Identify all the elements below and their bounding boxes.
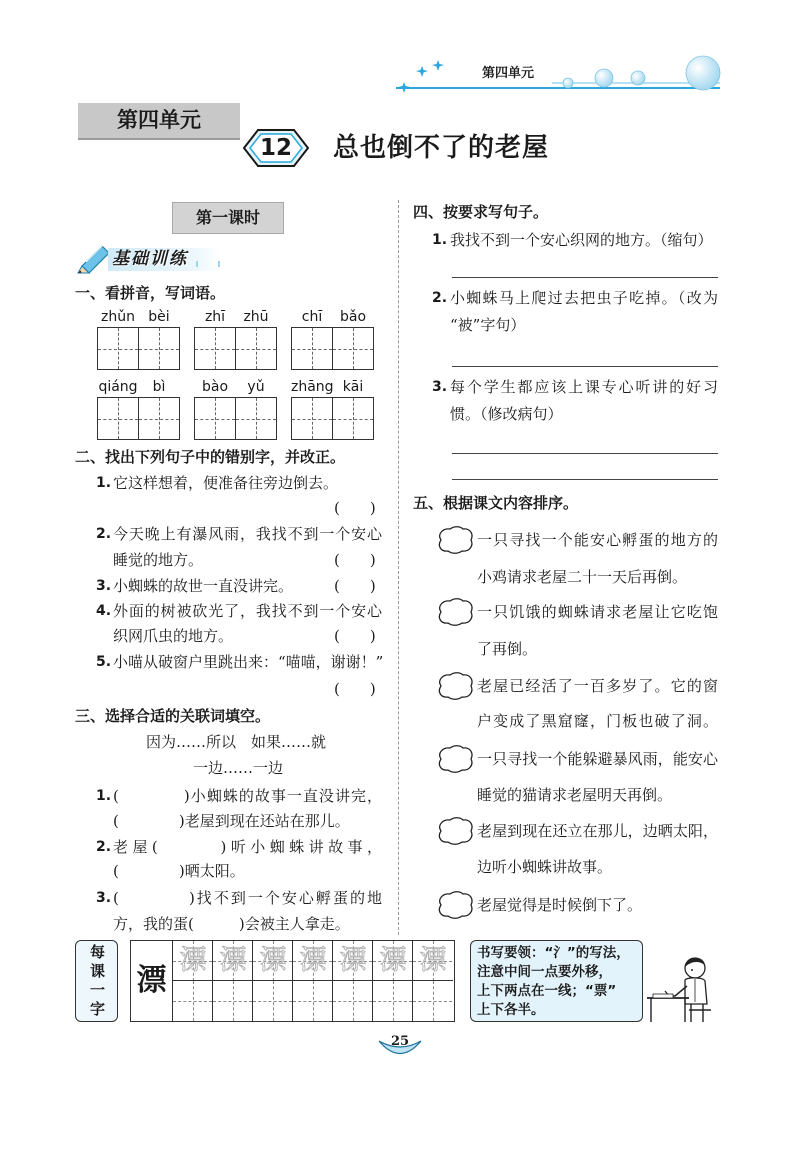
- model-character: 漂: [131, 941, 173, 1020]
- item-number: 5.: [96, 654, 112, 670]
- q5-item-text: 一只寻找一个能安心孵蛋的地方的: [477, 531, 718, 549]
- q5-item-text: 边听小蜘蛛讲故事。: [477, 858, 613, 876]
- header-unit-label: 第四单元: [482, 66, 535, 81]
- q2-item-text: 睡觉的地方。: [113, 551, 204, 569]
- practice-cell[interactable]: [172, 941, 212, 981]
- q2-item-text: 小蜘蛛的故世一直没讲完。: [113, 577, 294, 595]
- writing-grid[interactable]: [194, 397, 277, 440]
- page-number: 25: [390, 1034, 410, 1049]
- answer-line[interactable]: [452, 479, 718, 480]
- practice-cell[interactable]: [412, 981, 452, 1021]
- section-banner: 基础训练: [112, 249, 188, 269]
- practice-cell[interactable]: [252, 981, 292, 1021]
- answer-line[interactable]: [452, 277, 718, 278]
- q5-item-text: 一只寻找一个能躲避暴风雨，能安心: [477, 750, 718, 768]
- q2-item-text: 今天晚上有瀑风雨，我找不到一个安心: [113, 525, 382, 543]
- item-number: 1.: [96, 788, 112, 804]
- q4-item-text: 我找不到一个安心织网的地方。（缩句）: [450, 231, 713, 249]
- practice-cell[interactable]: [292, 941, 332, 981]
- student-writing-illustration: [645, 952, 717, 1024]
- item-number: 3.: [96, 578, 112, 594]
- star-icon: [416, 66, 428, 77]
- trace-character: 漂: [299, 945, 327, 976]
- practice-cell[interactable]: [332, 981, 372, 1021]
- practice-cell[interactable]: [372, 941, 412, 981]
- q2-item-text: 织网爪虫的地方。: [113, 627, 234, 645]
- q5-item-text: 老屋已经活了一百多岁了。它的窗: [477, 677, 718, 695]
- practice-cell[interactable]: [412, 941, 452, 981]
- sequence-oval-icon[interactable]: [435, 744, 475, 774]
- answer-paren[interactable]: ( ): [334, 627, 376, 645]
- tip-line: 注意中间一点要外移，: [477, 964, 612, 980]
- practice-cell[interactable]: [292, 981, 332, 1021]
- pinyin: qiáng: [98, 379, 138, 395]
- q3-option-line: 一边……一边: [193, 759, 284, 777]
- practice-cell[interactable]: [252, 941, 292, 981]
- pinyin: zhī: [204, 309, 226, 325]
- pinyin: kāi: [342, 379, 364, 395]
- practice-cell[interactable]: [212, 981, 252, 1021]
- sequence-oval-icon[interactable]: [435, 671, 475, 701]
- writing-grid[interactable]: [291, 327, 374, 370]
- item-number: 3.: [96, 890, 112, 906]
- item-number: 4.: [96, 603, 112, 619]
- q2-item-text: 小喵从破窗户里跳出来：“喵喵，谢谢！”: [113, 653, 384, 671]
- q1-title: 一、看拼音，写词语。: [75, 284, 226, 302]
- item-number: 3.: [432, 379, 448, 395]
- q5-item-text: 睡觉的猫请求老屋明天再倒。: [477, 786, 673, 804]
- practice-cell[interactable]: [332, 941, 372, 981]
- item-number: 2.: [432, 290, 448, 306]
- writing-grid[interactable]: [97, 397, 180, 440]
- trace-character: 漂: [339, 945, 367, 976]
- answer-paren[interactable]: ( ): [334, 680, 376, 698]
- practice-cell[interactable]: [172, 981, 212, 1021]
- q5-item-text: 老屋到现在还立在那儿，边晒太阳，: [477, 822, 718, 840]
- answer-paren[interactable]: ( ): [334, 499, 376, 517]
- q5-title: 五、根据课文内容排序。: [413, 494, 579, 512]
- pinyin: yǔ: [247, 379, 265, 395]
- q4-item-text: 小蜘蛛马上爬过去把虫子吃掉。（改为: [450, 289, 718, 307]
- writing-grid[interactable]: [194, 327, 277, 370]
- lesson-number: 12: [259, 135, 292, 161]
- writing-grid[interactable]: [97, 327, 180, 370]
- practice-cell[interactable]: [212, 941, 252, 981]
- q5-item-text: 老屋觉得是时候倒下了。: [477, 896, 643, 914]
- q5-item-text: 了再倒。: [477, 640, 538, 658]
- pinyin: zhǔn: [101, 309, 135, 325]
- pinyin: bèi: [148, 309, 170, 325]
- sequence-oval-icon[interactable]: [435, 597, 475, 627]
- q3-item-text[interactable]: ( )老屋到现在还站在那儿。: [113, 812, 350, 830]
- answer-paren[interactable]: ( ): [334, 551, 376, 569]
- column-divider: [398, 200, 399, 935]
- q3-item-text[interactable]: ( )晒太阳。: [113, 862, 245, 880]
- pinyin: chī: [301, 309, 323, 325]
- q3-item-text[interactable]: 老屋( )听小蜘蛛讲故事，: [113, 838, 382, 856]
- period-label: 第一课时: [172, 202, 284, 234]
- lesson-title: 总也倒不了的老屋: [333, 133, 550, 163]
- q3-item-text[interactable]: ( )找不到一个安心孵蛋的地: [113, 889, 382, 907]
- practice-cell[interactable]: [372, 981, 412, 1021]
- q3-item-text[interactable]: 方，我的蛋( )会被主人拿走。: [113, 915, 350, 933]
- pinyin: zhū: [243, 309, 269, 325]
- unit-box: 第四单元: [78, 103, 240, 140]
- banner-end-marks: [196, 261, 220, 267]
- q3-title: 三、选择合适的关联词填空。: [75, 707, 271, 725]
- q5-item-text: 户变成了黑窟窿，门板也破了洞。: [477, 712, 718, 730]
- pinyin: bì: [152, 379, 166, 395]
- q4-item-text: 惯。（修改病句）: [450, 405, 563, 423]
- trace-character: 漂: [259, 945, 287, 976]
- q5-item-text: 小鸡请求老屋二十一天后再倒。: [477, 568, 688, 586]
- daily-char-label: 每课一字: [88, 944, 106, 1020]
- q2-title: 二、找出下列句子中的错别字，并改正。: [75, 448, 346, 466]
- header-decoration: [392, 52, 724, 100]
- answer-line[interactable]: [452, 453, 718, 454]
- pinyin: bǎo: [339, 309, 367, 325]
- sequence-oval-icon[interactable]: [435, 890, 475, 920]
- tip-line: 书写要领：“氵”的写法，: [477, 945, 630, 961]
- q4-item-text: “被”字句）: [450, 316, 526, 334]
- q4-item-text: 每个学生都应该上课专心听讲的好习: [450, 378, 718, 396]
- q5-item-text: 一只饥饿的蜘蛛请求老屋让它吃饱: [477, 603, 718, 621]
- q4-title: 四、按要求写句子。: [413, 203, 549, 221]
- trace-character: 漂: [219, 945, 247, 976]
- trace-character: 漂: [179, 945, 207, 976]
- star-icon: [432, 60, 444, 71]
- q3-option-line: 因为……所以 如果……就: [146, 733, 327, 751]
- tip-line: 上下两点在一线；“票”: [477, 983, 617, 999]
- pinyin: zhāng: [291, 379, 334, 395]
- item-number: 1.: [432, 232, 448, 248]
- item-number: 2.: [96, 526, 112, 542]
- q2-item-text: 它这样想着，便准备往旁边倒去。: [113, 474, 339, 492]
- char-practice-grid[interactable]: [130, 940, 455, 1022]
- sequence-oval-icon[interactable]: [435, 525, 475, 555]
- trace-character: 漂: [419, 945, 447, 976]
- writing-tip-box: [470, 940, 643, 1022]
- tip-line: 上下各半。: [477, 1002, 545, 1018]
- q3-item-text[interactable]: ( )小蜘蛛的故事一直没讲完，: [113, 787, 382, 805]
- star-icon: [398, 82, 410, 93]
- answer-line[interactable]: [452, 366, 718, 367]
- writing-grid[interactable]: [291, 397, 374, 440]
- pinyin: bào: [201, 379, 229, 395]
- sequence-oval-icon[interactable]: [435, 816, 475, 846]
- q2-item-text: 外面的树被砍光了，我找不到一个安心: [113, 602, 382, 620]
- item-number: 2.: [96, 839, 112, 855]
- answer-paren[interactable]: ( ): [334, 577, 376, 595]
- item-number: 1.: [96, 475, 112, 491]
- trace-character: 漂: [379, 945, 407, 976]
